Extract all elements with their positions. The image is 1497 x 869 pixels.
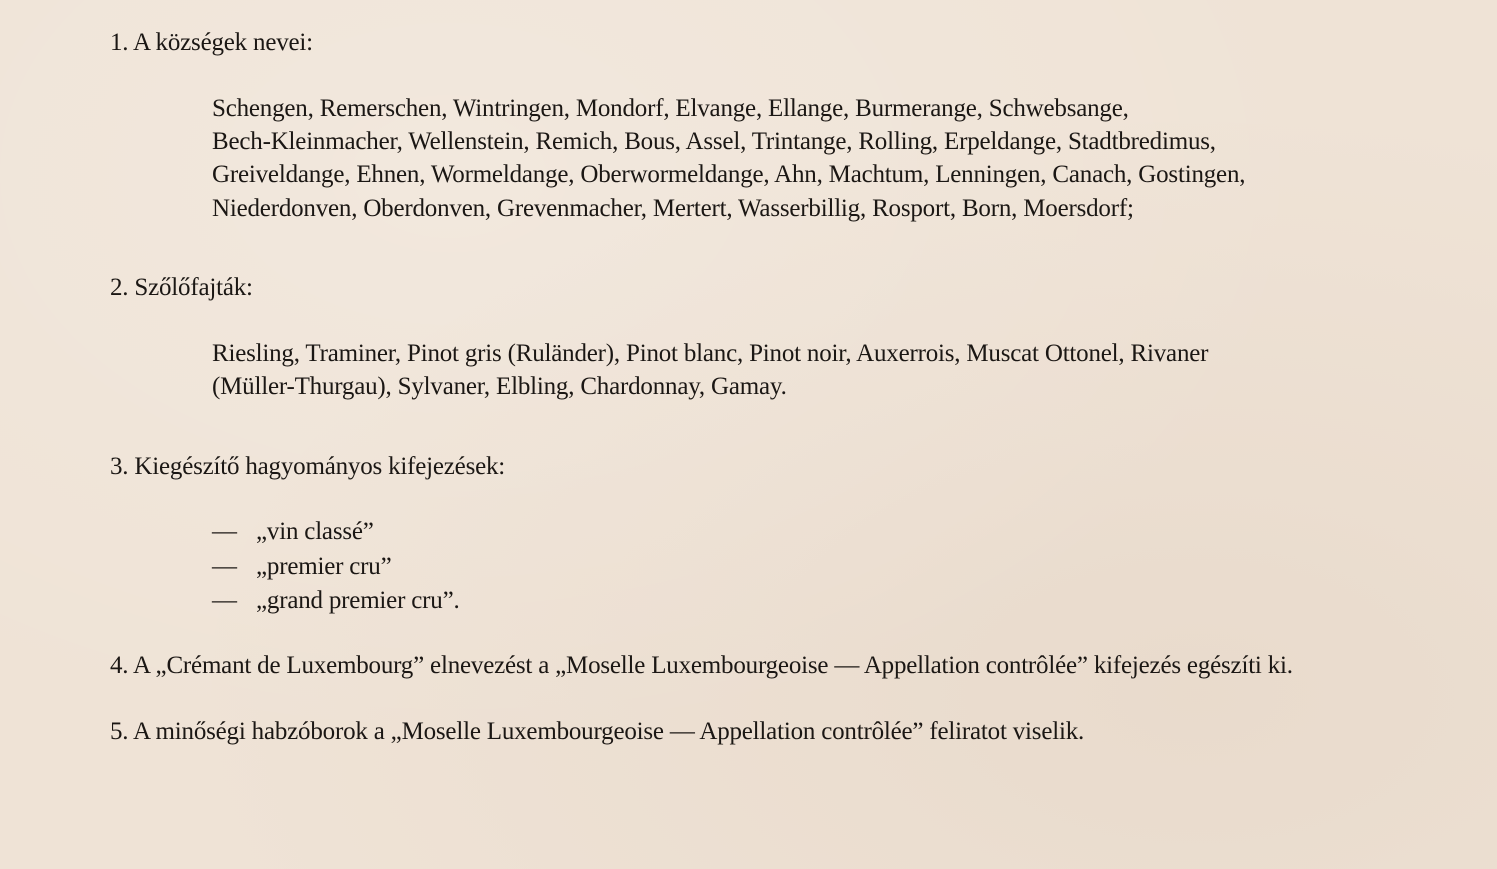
section-5-text: 5. A minőségi habzóborok a „Moselle Luxembourgeoise — Appellation contrôlée” feliratot viselik.: [110, 718, 1085, 745]
municipalities-line-1: Schengen, Remerschen, Wintringen, Mondorf, Elvange, Ellange, Burmerange, Schwebsange,: [212, 95, 1129, 122]
section-2-heading: 2. Szőlőfajták:: [110, 274, 253, 301]
grape-varieties-line-1: Riesling, Traminer, Pinot gris (Ruländer), Pinot blanc, Pinot noir, Auxerrois, Muscat Ottonel, Rivaner: [212, 340, 1209, 367]
traditional-term-item: [212, 552, 392, 582]
dash-mark: —: [212, 518, 237, 545]
grape-varieties-line-2: (Müller-Thurgau), Sylvaner, Elbling, Chardonnay, Gamay.: [212, 373, 787, 400]
section-3-heading: 3. Kiegészítő hagyományos kifejezések:: [110, 453, 506, 480]
municipalities-line-3: Greiveldange, Ehnen, Wormeldange, Oberwormeldange, Ahn, Machtum, Lenningen, Canach, Gostingen,: [212, 161, 1246, 188]
traditional-term-text: „vin classé”: [256, 518, 374, 545]
section-4-text: 4. A „Crémant de Luxembourg” elnevezést a „Moselle Luxembourgeoise — Appellation contrôlée” kifejezés egészíti ki.: [110, 652, 1293, 679]
municipalities-line-2: Bech-Kleinmacher, Wellenstein, Remich, Bous, Assel, Trintange, Rolling, Erpeldange, Stadtbredimus,: [212, 128, 1216, 155]
dash-mark: —: [212, 587, 237, 614]
traditional-term-text: „premier cru”: [256, 553, 392, 580]
section-1-heading: 1. A községek nevei:: [110, 29, 313, 56]
dash-mark: —: [212, 553, 237, 580]
municipalities-line-4: Niederdonven, Oberdonven, Grevenmacher, Mertert, Wasserbillig, Rosport, Born, Moersdorf;: [212, 195, 1134, 222]
traditional-term-text: „grand premier cru”.: [256, 587, 460, 614]
traditional-term-item: [212, 517, 374, 547]
traditional-term-item: [212, 586, 460, 616]
